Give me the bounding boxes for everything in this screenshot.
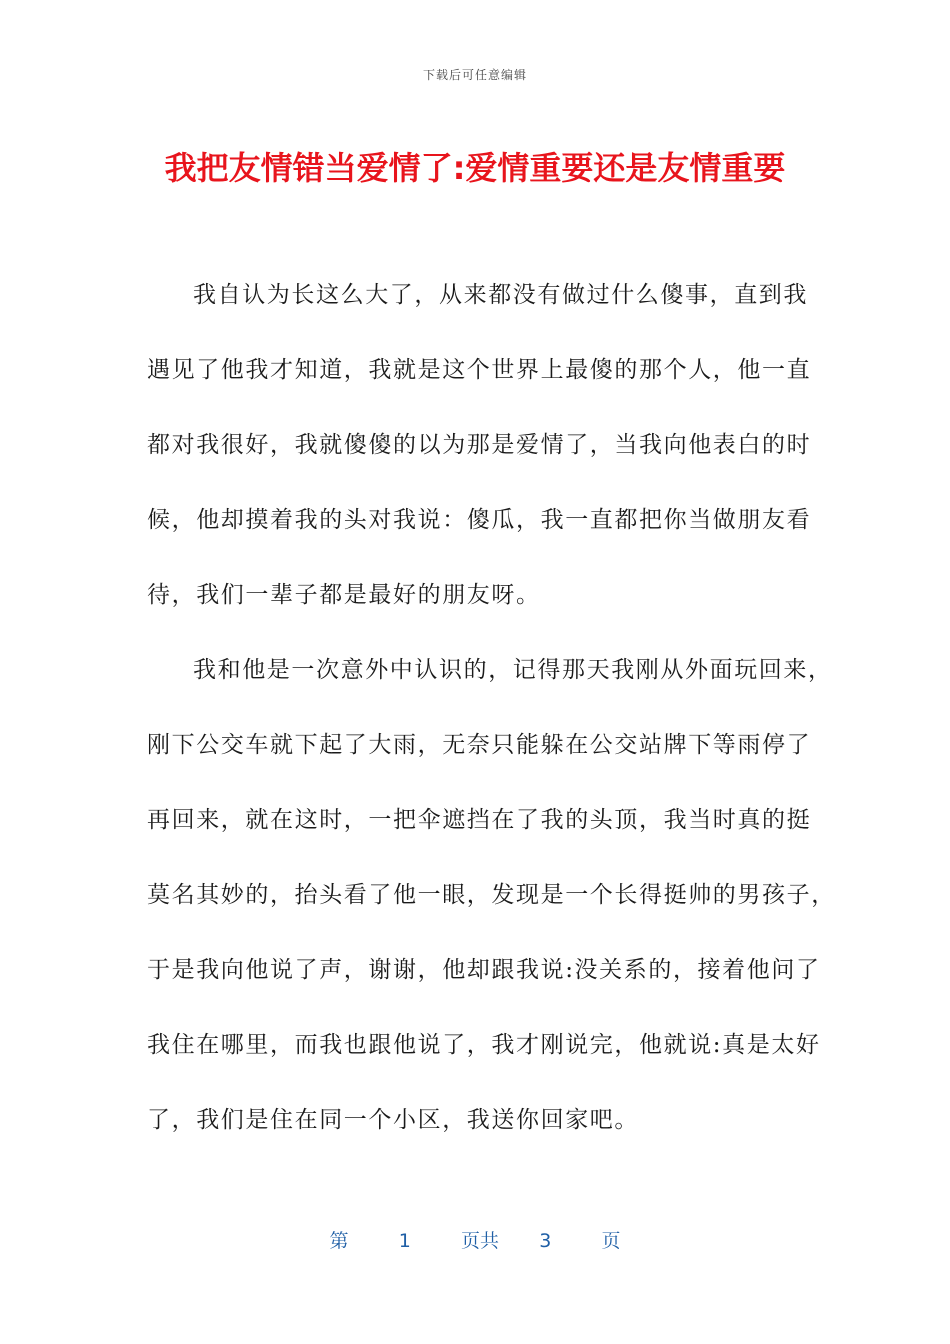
footer-current-page: 1: [398, 1230, 411, 1252]
paragraph-line: 待，我们一辈子都是最好的朋友呀。: [147, 582, 541, 608]
paragraph-line: 我和他是一次意外中认识的，记得那天我刚从外面玩回来，: [193, 657, 833, 683]
paragraph-line: 莫名其妙的，抬头看了他一眼，发现是一个长得挺帅的男孩子，: [147, 882, 836, 908]
paragraph-line: 遇见了他我才知道，我就是这个世界上最傻的那个人，他一直: [147, 357, 812, 383]
footer-mid: 页共: [461, 1230, 500, 1252]
paragraph-line: 刚下公交车就下起了大雨，无奈只能躲在公交站牌下等雨停了: [147, 732, 812, 758]
paragraph-line: 我自认为长这么大了，从来都没有做过什么傻事，直到我: [193, 282, 808, 308]
document-title: 我把友情错当爱情了:爱情重要还是友情重要: [164, 149, 786, 187]
paragraph-line: 我住在哪里，而我也跟他说了，我才刚说完，他就说:真是太好: [147, 1032, 821, 1058]
page-footer: [0, 1226, 950, 1253]
header-note: 下载后可任意编辑: [422, 68, 527, 82]
paragraph-line: 候，他却摸着我的头对我说：傻瓜，我一直都把你当做朋友看: [147, 507, 812, 533]
paragraph-line: 了，我们是住在同一个小区，我送你回家吧。: [147, 1107, 639, 1133]
footer-prefix: 第: [329, 1230, 349, 1252]
paragraph-line: 都对我很好，我就傻傻的以为那是爱情了，当我向他表白的时: [147, 432, 812, 458]
paragraph-line: 再回来，就在这时，一把伞遮挡在了我的头顶，我当时真的挺: [147, 807, 812, 833]
footer-suffix: 页: [601, 1230, 621, 1252]
footer-total-pages: 3: [539, 1230, 552, 1252]
paragraph-line: 于是我向他说了声，谢谢，他却跟我说:没关系的，接着他问了: [147, 957, 821, 983]
